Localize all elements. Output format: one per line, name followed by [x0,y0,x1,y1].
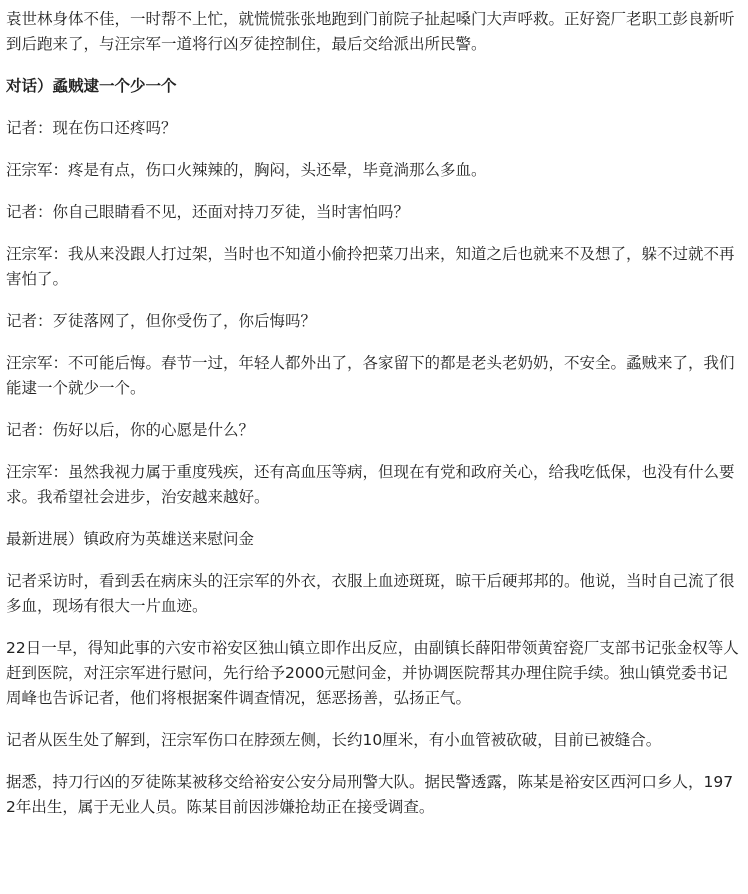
section-heading-dialogue: 对话）蟊贼逮一个少一个 [6,77,177,95]
paragraph: 记者：歹徒落网了，但你受伤了，你后悔吗？ [6,312,317,330]
paragraph: 据悉，持刀行凶的歹徒陈某被移交给裕安公安分局刑警大队。据民警透露，陈某是裕安区西河口乡人，1972年出生，属于无业人员。陈某目前因涉嫌抢劫正在接受调查。 [6,773,734,816]
paragraph: 22日一早，得知此事的六安市裕安区独山镇立即作出反应，由副镇长薛阳带领黄窑瓷厂支部书记张金权等人赶到医院，对汪宗军进行慰问，先行给予2000元慰问金，并协调医院帮其办理住院手续。独山镇党委书记周峰也告诉记者，他们将根据案件调查情况，惩恶扬善，弘扬正气。 [6,639,739,707]
paragraph: 记者采访时，看到丢在病床头的汪宗军的外衣，衣服上血迹斑斑，晾干后硬邦邦的。他说，当时自己流了很多血，现场有很大一片血迹。 [6,572,735,615]
paragraph: 汪宗军：我从来没跟人打过架，当时也不知道小偷拎把菜刀出来，知道之后也就来不及想了，躲不过就不再害怕了。 [6,245,735,288]
paragraph: 汪宗军：不可能后悔。春节一过，年轻人都外出了，各家留下的都是老头老奶奶，不安全。蟊贼来了，我们能逮一个就少一个。 [6,354,735,397]
paragraph: 汪宗军：虽然我视力属于重度残疾，还有高血压等病，但现在有党和政府关心，给我吃低保，也没有什么要求。我希望社会进步，治安越来越好。 [6,463,735,506]
paragraph: 记者从医生处了解到，汪宗军伤口在脖颈左侧，长约10厘米，有小血管被砍破，目前已被缝合。 [6,731,662,749]
paragraph: 记者：现在伤口还疼吗？ [6,119,177,137]
paragraph: 记者：你自己眼睛看不见，还面对持刀歹徒，当时害怕吗？ [6,203,410,221]
paragraph: 记者：伤好以后，你的心愿是什么？ [6,421,255,439]
paragraph: 袁世林身体不佳，一时帮不上忙，就慌慌张张地跑到门前院子扯起嗓门大声呼救。正好瓷厂老职工彭良新听到后跑来了，与汪宗军一道将行凶歹徒控制住，最后交给派出所民警。 [6,10,735,53]
section-heading-progress: 最新进展）镇政府为英雄送来慰问金 [6,530,255,548]
paragraph: 汪宗军：疼是有点，伤口火辣辣的，胸闷，头还晕，毕竟淌那么多血。 [6,161,487,179]
